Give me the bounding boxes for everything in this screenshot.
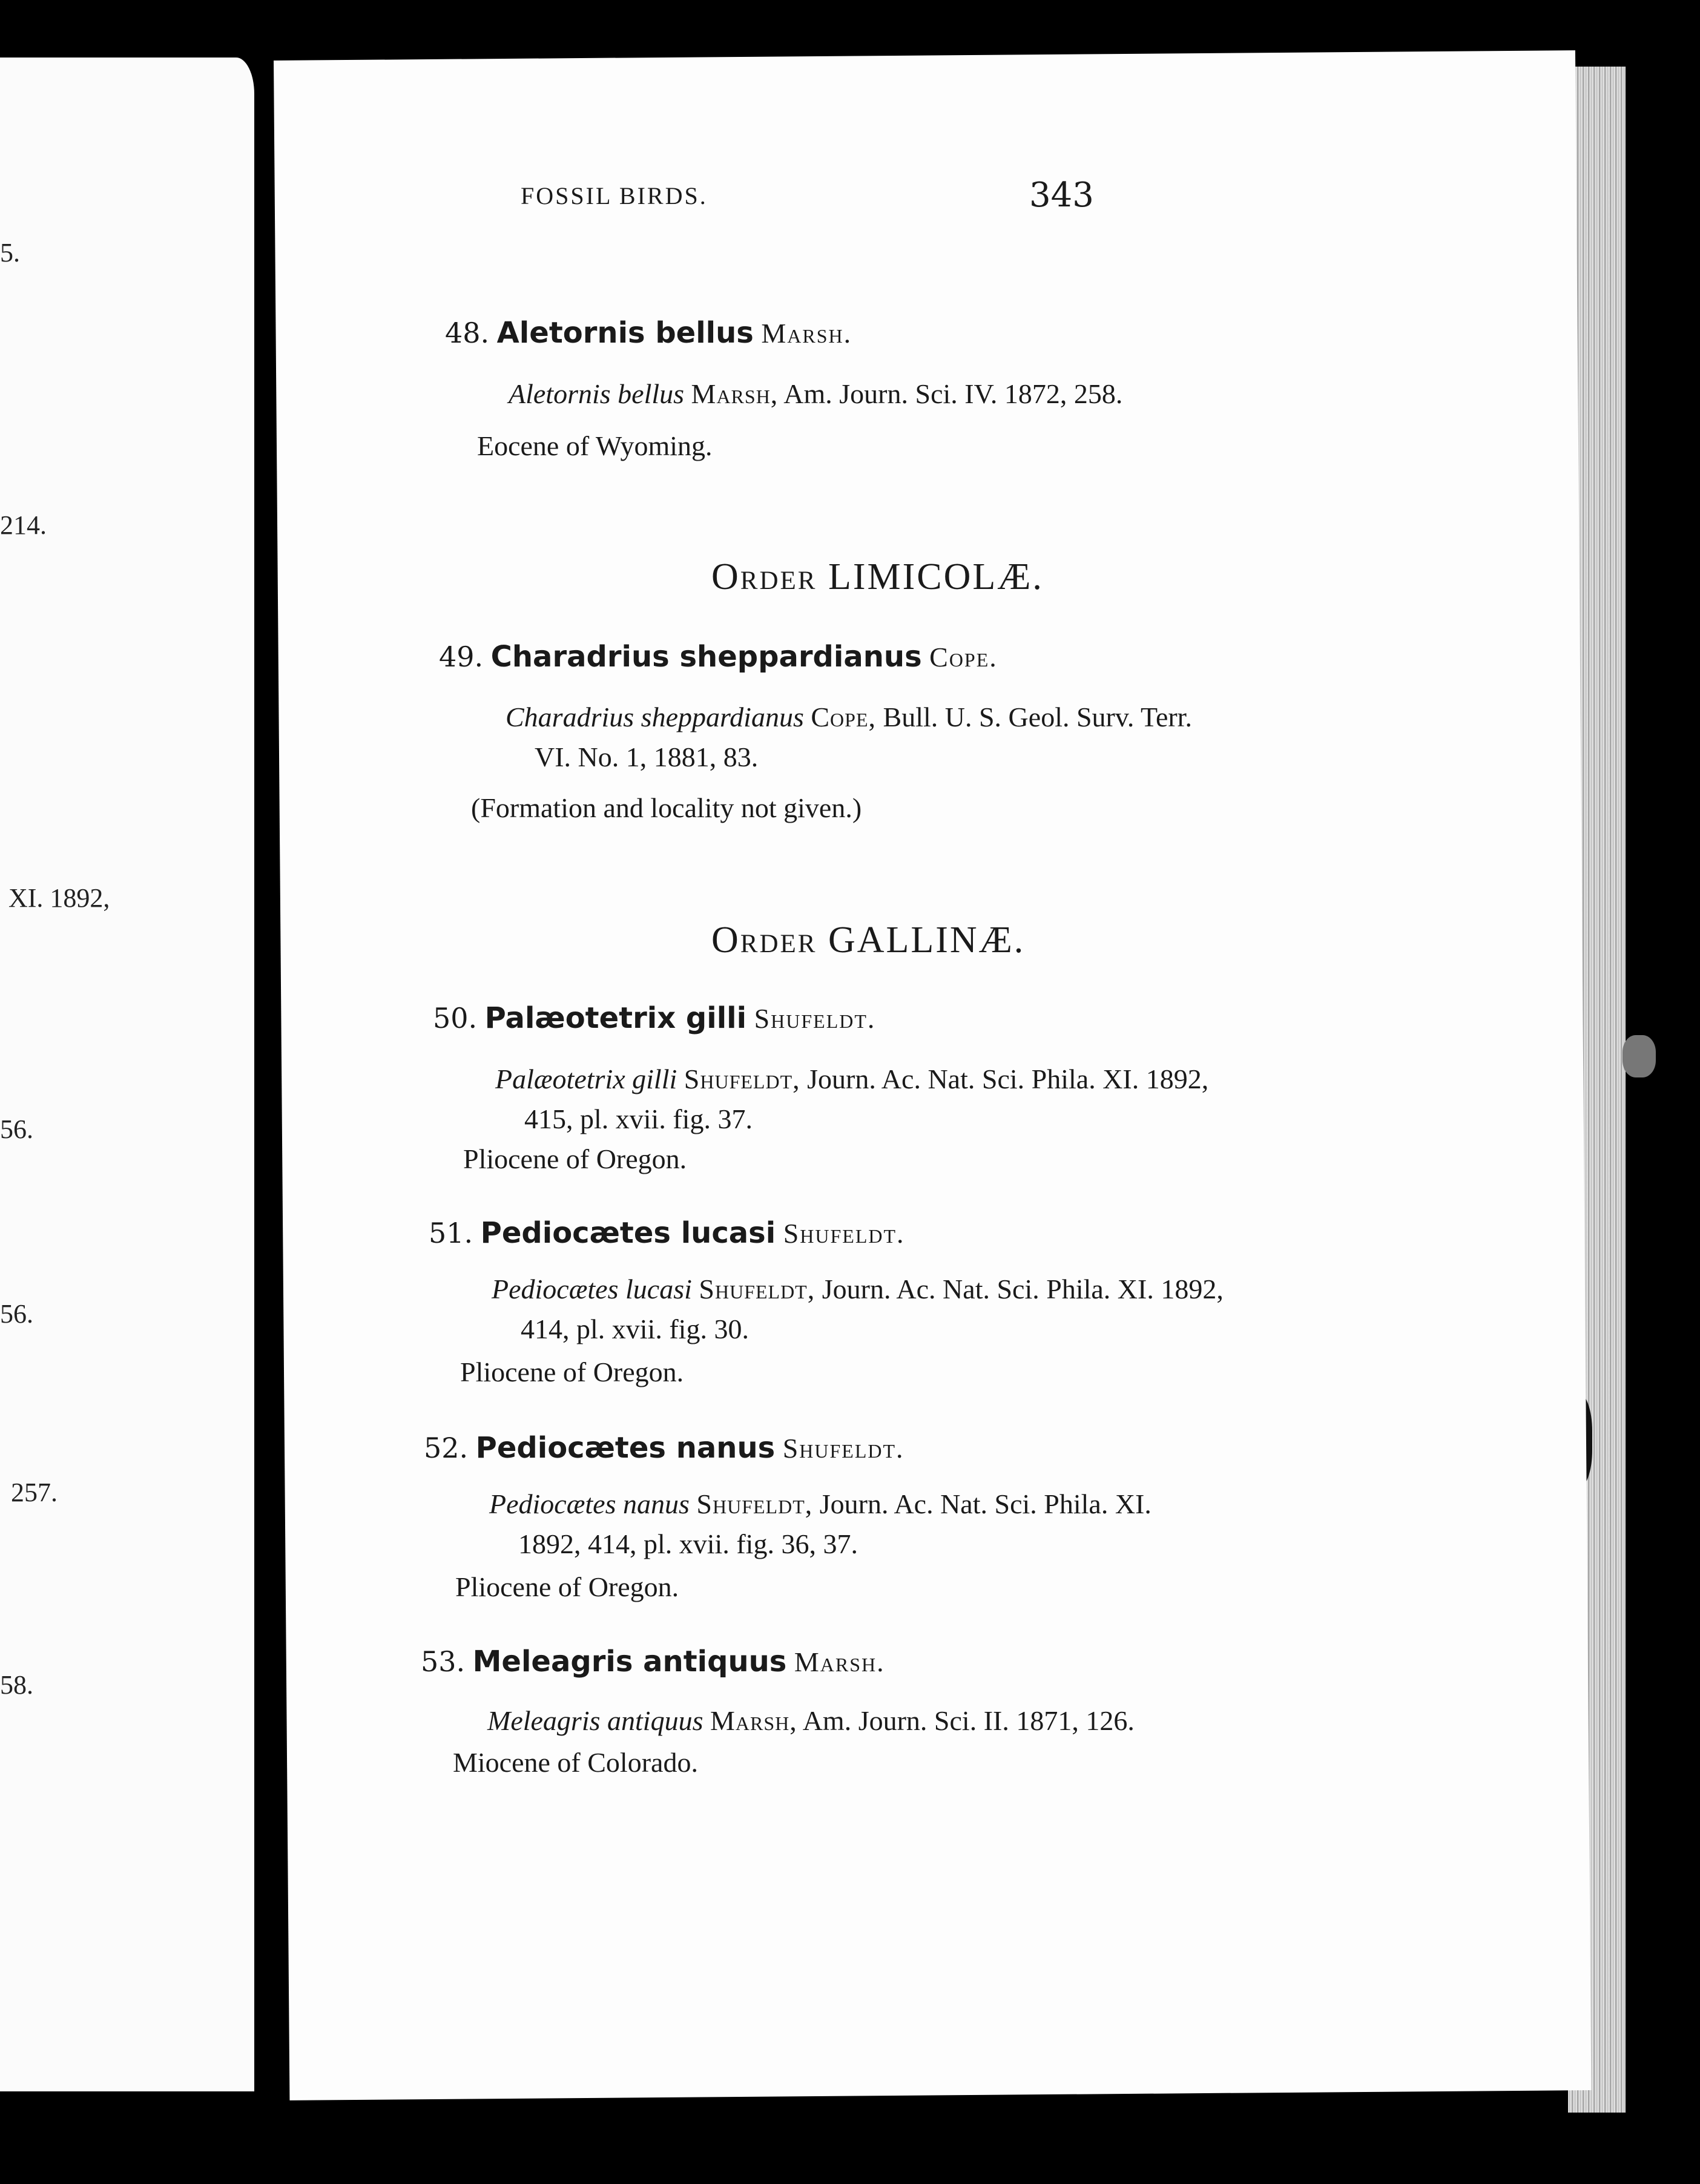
- citation-author: Marsh,: [691, 378, 779, 409]
- entry-heading-51: [429, 1215, 905, 1250]
- entry-number: 52.: [424, 1432, 469, 1464]
- entry-number: 50.: [433, 1002, 478, 1034]
- citation-author: Shufeldt,: [684, 1064, 800, 1094]
- species-name: Aletornis bellus: [496, 316, 754, 350]
- citation-reference: Am. Journ. Sci. IV. 1872, 258.: [778, 378, 1123, 409]
- citation-reference: Journ. Ac. Nat. Sci. Phila. XI. 1892,: [815, 1274, 1224, 1304]
- locality-53: Miocene of Colorado.: [453, 1747, 698, 1778]
- citation-51: [492, 1269, 1224, 1349]
- order-heading-gallinae: [711, 919, 1025, 962]
- species-author: Shufeldt.: [782, 1433, 904, 1464]
- citation-author: Cope,: [811, 702, 877, 732]
- locality-49: (Formation and locality not given.): [471, 792, 862, 823]
- entry-heading-53: [421, 1643, 885, 1679]
- entry-heading-52: [424, 1430, 904, 1465]
- order-name: LIMICOLÆ.: [828, 556, 1044, 597]
- entry-heading-49: [439, 639, 998, 674]
- citation-48: [509, 374, 1122, 414]
- citation-line-2: 1892, 414, pl. xvii. fig. 36, 37.: [518, 1528, 858, 1559]
- citation-reference: Journ. Ac. Nat. Sci. Phila. XI. 1892,: [800, 1064, 1209, 1094]
- citation-species: Aletornis bellus: [509, 378, 685, 409]
- entry-number: 48.: [445, 317, 490, 349]
- left-page-fragment: XI. 1892,: [8, 883, 110, 913]
- species-author: Marsh.: [794, 1646, 885, 1677]
- entry-number: 51.: [429, 1217, 473, 1249]
- species-name: Charadrius sheppardianus: [490, 640, 922, 674]
- citation-50: [495, 1059, 1208, 1139]
- citation-species: Palæotetrix gilli: [495, 1064, 677, 1094]
- left-page-fragment: 58.: [0, 1670, 33, 1700]
- left-page-fragment: 5.: [0, 238, 20, 268]
- order-name: GALLINÆ.: [828, 919, 1026, 961]
- citation-line-2: VI. No. 1, 1881, 83.: [535, 742, 759, 772]
- species-author: Cope.: [929, 642, 998, 673]
- entry-heading-48: [445, 315, 852, 350]
- edge-ink-blot: [1623, 1035, 1656, 1077]
- citation-species: Meleagris antiquus: [487, 1705, 703, 1736]
- entry-number: 49.: [439, 640, 484, 673]
- page-number: 343: [1029, 176, 1094, 215]
- locality-51: Pliocene of Oregon.: [460, 1357, 684, 1387]
- species-author: Shufeldt.: [754, 1003, 876, 1034]
- order-heading-limicolae: [711, 556, 1044, 599]
- entry-heading-50: [433, 1000, 875, 1035]
- left-page-fragment: 56.: [0, 1114, 33, 1144]
- left-page-fragment: 214.: [0, 510, 47, 540]
- order-word: Order: [711, 919, 817, 961]
- citation-reference: Am. Journ. Sci. II. 1871, 126.: [797, 1705, 1135, 1736]
- locality-50: Pliocene of Oregon.: [463, 1143, 687, 1174]
- species-author: Marsh.: [761, 318, 852, 349]
- citation-species: Pediocætes lucasi: [492, 1274, 692, 1304]
- citation-line-2: 414, pl. xvii. fig. 30.: [521, 1314, 749, 1344]
- locality-48: Eocene of Wyoming.: [477, 430, 713, 461]
- left-page: [0, 58, 254, 2091]
- species-name: Meleagris antiquus: [472, 1645, 787, 1679]
- citation-52: [489, 1484, 1151, 1564]
- citation-species: Charadrius sheppardianus: [506, 702, 804, 732]
- citation-49: [506, 697, 1192, 777]
- citation-reference: Bull. U. S. Geol. Surv. Terr.: [876, 702, 1192, 732]
- citation-species: Pediocætes nanus: [489, 1488, 690, 1519]
- species-name: Pediocætes nanus: [475, 1431, 776, 1465]
- citation-author: Shufeldt,: [699, 1274, 815, 1304]
- running-head: FOSSIL BIRDS.: [521, 182, 708, 209]
- species-name: Pediocætes lucasi: [480, 1216, 776, 1250]
- citation-author: Shufeldt,: [696, 1488, 813, 1519]
- species-name: Palæotetrix gilli: [484, 1001, 747, 1035]
- left-page-fragment: 56.: [0, 1299, 33, 1329]
- citation-53: [487, 1701, 1135, 1741]
- locality-52: Pliocene of Oregon.: [455, 1571, 679, 1602]
- entry-number: 53.: [421, 1645, 466, 1678]
- citation-author: Marsh,: [710, 1705, 797, 1736]
- left-page-fragment: 257.: [11, 1478, 58, 1507]
- species-author: Shufeldt.: [783, 1218, 905, 1249]
- citation-reference: Journ. Ac. Nat. Sci. Phila. XI.: [812, 1488, 1151, 1519]
- order-word: Order: [711, 556, 817, 597]
- citation-line-2: 415, pl. xvii. fig. 37.: [524, 1104, 753, 1134]
